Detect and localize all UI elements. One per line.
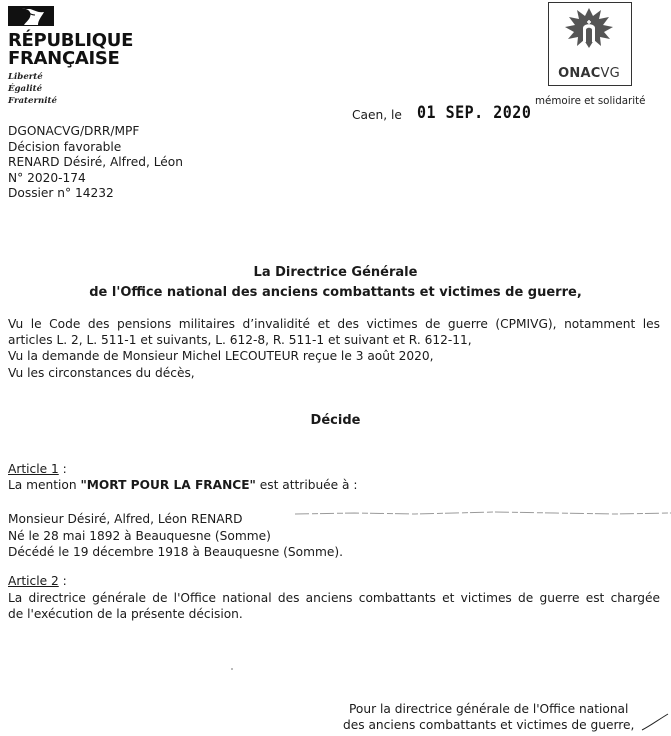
vg-text: VG <box>600 66 620 81</box>
onacvg-wordmark <box>550 66 628 81</box>
mention-suffix: est attribuée à : <box>255 478 358 492</box>
marianne-logo <box>8 6 54 26</box>
article-1-heading <box>8 462 67 476</box>
article-1-text <box>8 478 357 492</box>
onacvg-emblem-icon <box>556 6 622 66</box>
person-details <box>8 511 343 561</box>
article-2-label: Article 2 <box>8 574 59 588</box>
decision-type: Décision favorable <box>8 139 122 154</box>
reference-code: DGONACVG/DRR/MPF <box>8 124 140 138</box>
article-1-colon: : <box>58 462 67 476</box>
mention-bold: "MORT POUR LA FRANCE" <box>80 478 256 492</box>
date-place-prefix: Caen, le <box>352 108 402 122</box>
mention-prefix: La mention <box>8 478 81 492</box>
onac-text: ONAC <box>558 66 601 81</box>
consideration-line: articles L. 2, L. 511-1 et suivants, L. 612-8, R. 511-1 et suivant et R. 612-11, <box>8 333 472 348</box>
consideration-line: Vu la demande de Monsieur Michel LECOUTEUR reçue le 3 août 2020, <box>8 349 434 364</box>
date-stamp: 01 SEP. 2020 <box>417 102 532 123</box>
person-death: Décédé le 19 décembre 1918 à Beauquesne (Somme). <box>8 545 343 559</box>
consideration-line: Vu les circonstances du décès, <box>8 365 195 380</box>
article-2-line: La directrice générale de l'Office national des anciens combattants et victimes de guerre est chargée <box>8 591 660 605</box>
article-2-line: de l'exécution de la présente décision. <box>8 607 243 622</box>
reference-block <box>8 124 183 202</box>
handwritten-signature-stroke <box>640 712 670 732</box>
motto-egalite: Égalité <box>8 84 43 94</box>
person-birth: Né le 28 mai 1892 à Beauquesne (Somme) <box>8 528 271 543</box>
signature-line2: des anciens combattants et victimes de guerre, <box>343 718 635 732</box>
article-2-colon: : <box>58 574 67 588</box>
scan-divider-line <box>295 505 671 515</box>
motto-liberte: Liberté <box>8 72 43 82</box>
considerations <box>8 316 660 381</box>
signature-line1: Pour la directrice générale de l'Office national <box>349 702 629 716</box>
person-name: Monsieur Désiré, Alfred, Léon RENARD <box>8 512 243 526</box>
scan-speck <box>231 668 233 670</box>
decide-heading: Décide <box>310 413 361 428</box>
logo-tagline: mémoire et solidarité <box>535 95 646 107</box>
republic-title-line1: RÉPUBLIQUE <box>8 30 134 51</box>
subject-name: RENARD Désiré, Alfred, Léon <box>8 155 183 170</box>
article-2-text <box>8 590 660 622</box>
article-2-heading <box>8 574 67 588</box>
document-title-line2: de l'Office national des anciens combattants et victimes de guerre, <box>89 285 582 300</box>
document-title-line1: La Directrice Générale <box>253 265 418 280</box>
article-1-label: Article 1 <box>8 462 59 476</box>
file-number: Dossier n° 14232 <box>8 186 114 201</box>
decision-number: N° 2020-174 <box>8 170 86 185</box>
motto-fraternite: Fraternité <box>8 96 57 106</box>
consideration-line: Vu le Code des pensions militaires d’invalidité et des victimes de guerre (CPMIVG), notamment les <box>8 317 660 331</box>
republic-title-line2: FRANÇAISE <box>8 48 120 69</box>
